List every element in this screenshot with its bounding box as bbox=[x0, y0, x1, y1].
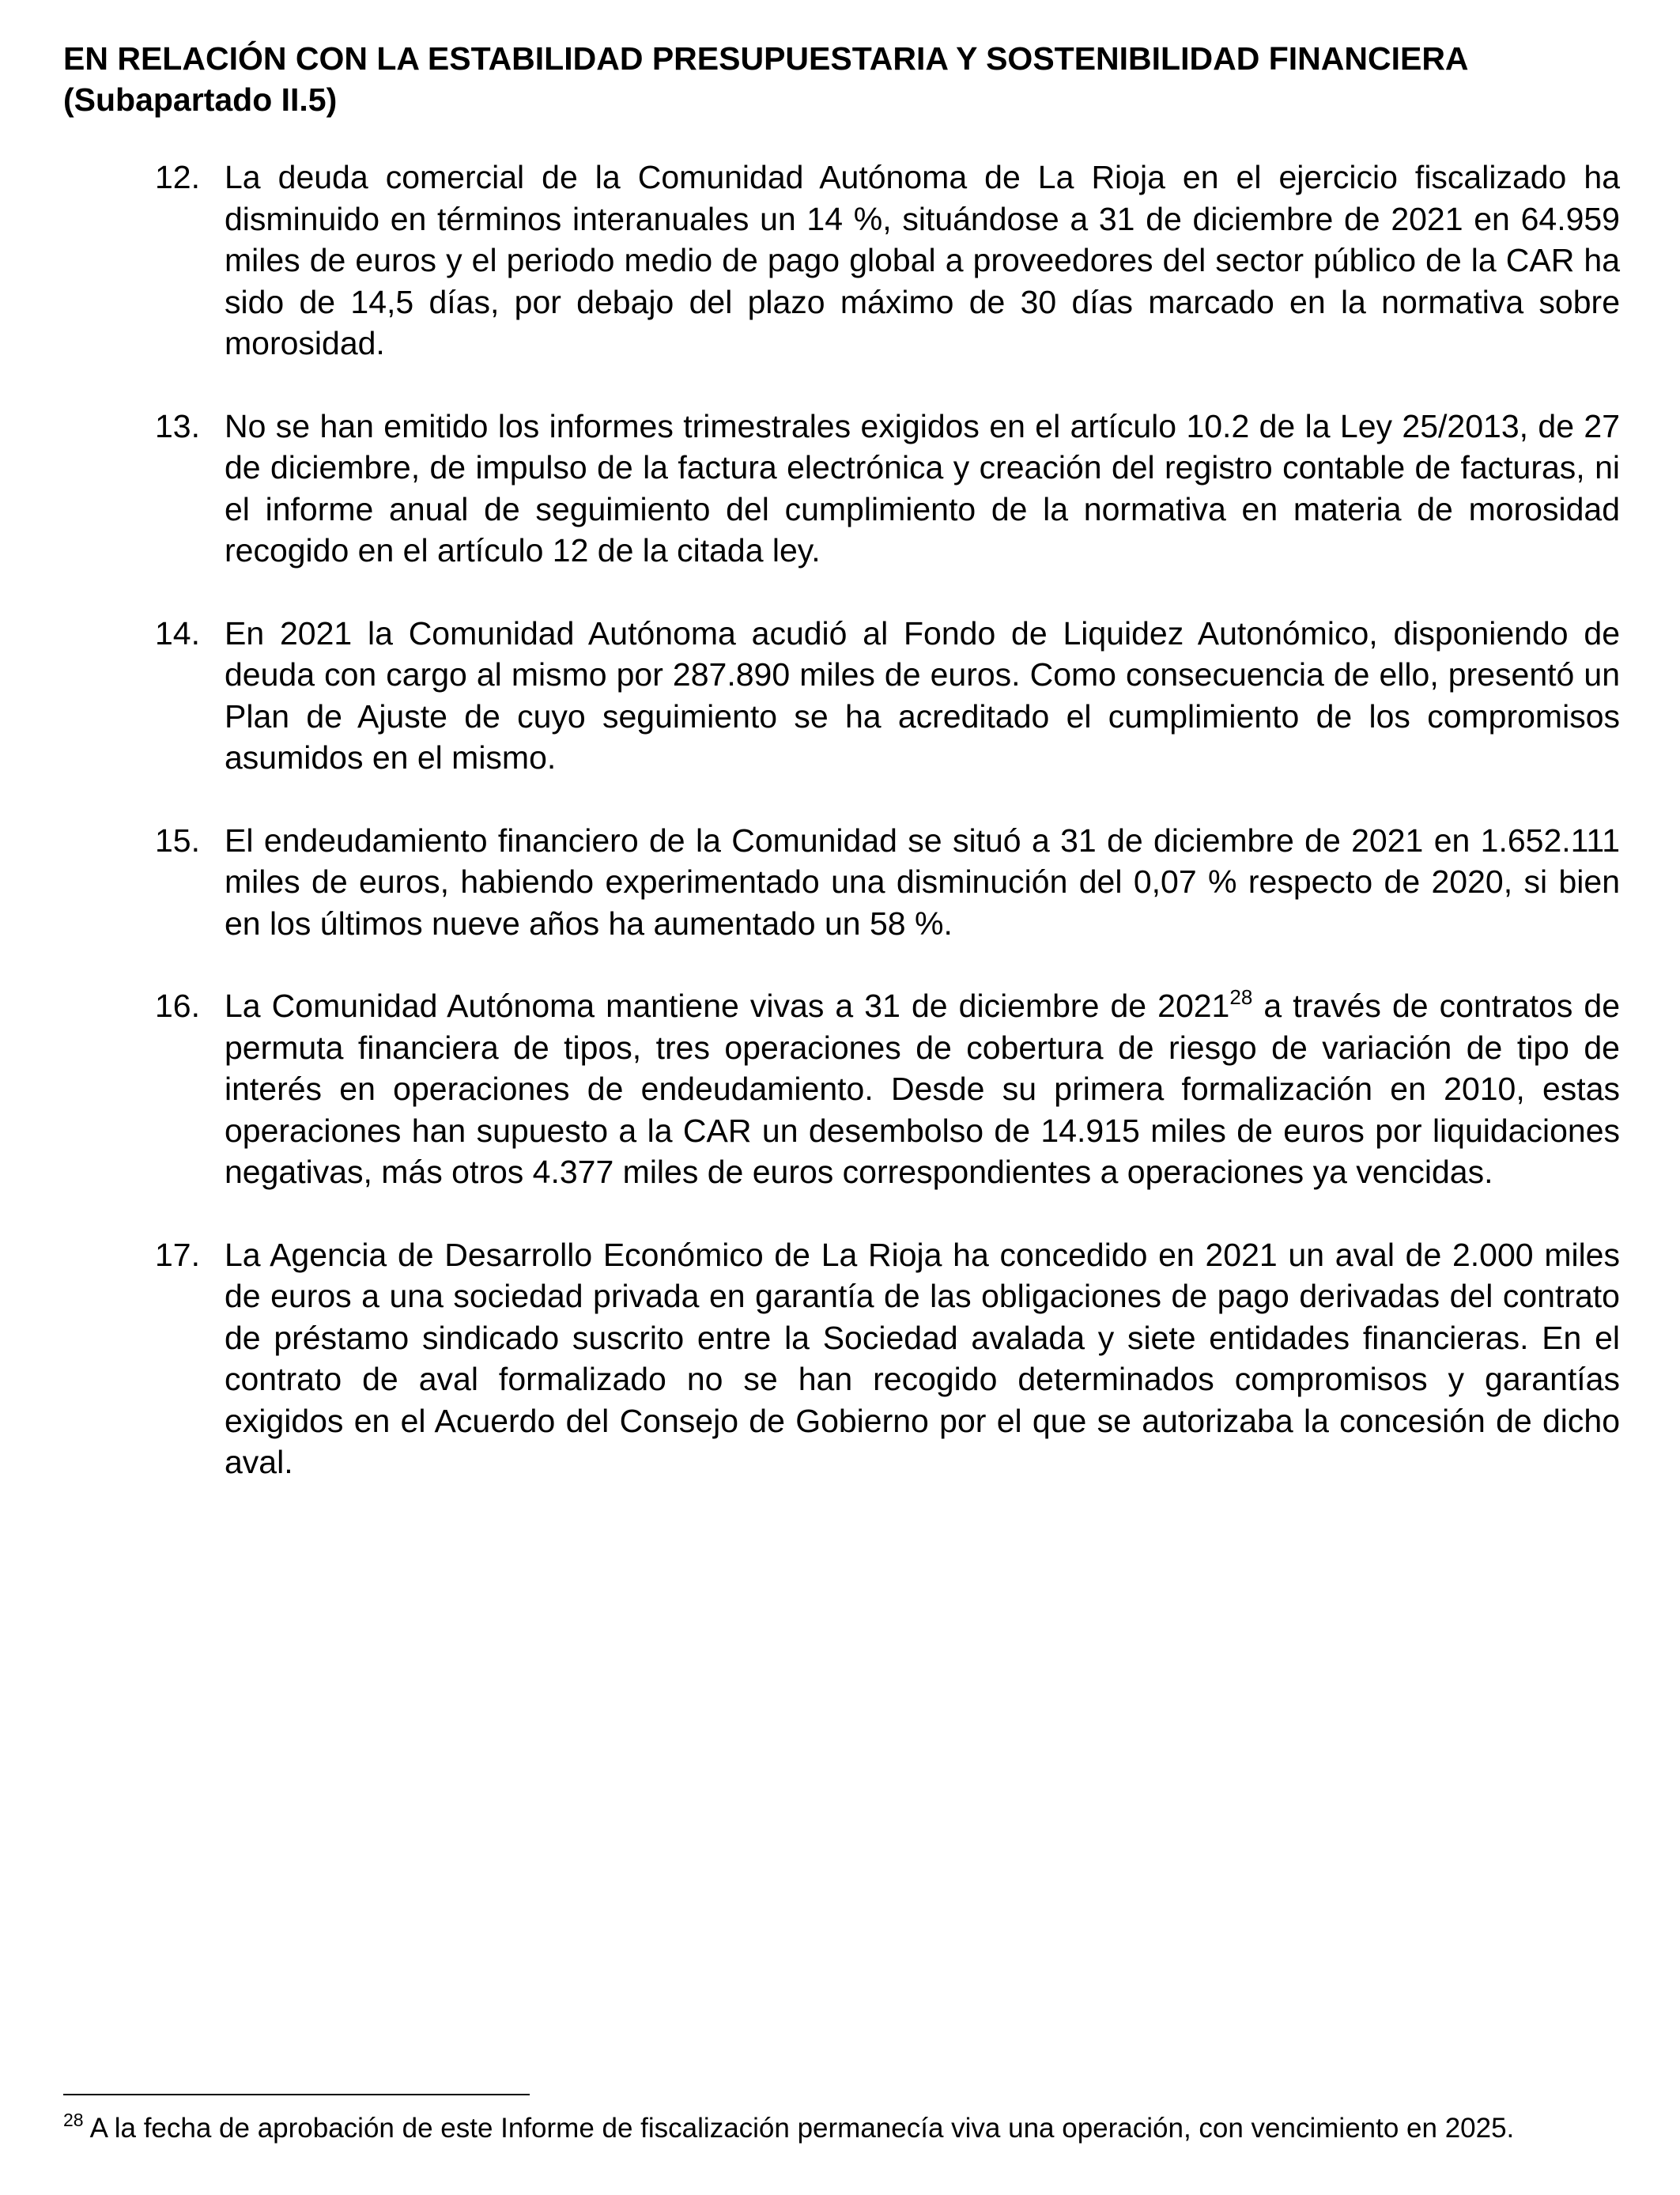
finding-item-14 bbox=[0, 613, 1680, 779]
finding-item-12 bbox=[0, 157, 1680, 365]
finding-item-15 bbox=[0, 820, 1680, 945]
finding-number: 17. bbox=[155, 1236, 200, 1273]
finding-text: La Agencia de Desarrollo Económico de La Rioja ha concedido en 2021 un aval de 2.000 miles de euros a una sociedad privada en garantía de las obligaciones de pago derivadas del contrato de préstamo sindicado suscrito entre la Sociedad avalada y siete entidades financieras. En el contrato de aval formalizado no se han recogido determinados compromisos y garantías exigidos en el Acuerdo del Consejo de Gobierno por el que se autorizaba la concesión de dicho aval. bbox=[225, 1236, 1620, 1480]
finding-item-13 bbox=[0, 406, 1680, 572]
finding-number: 14. bbox=[155, 614, 200, 652]
finding-text-part: a través de contratos de permuta financiera de tipos, tres operaciones de cobertura de riesgo de variación de tipo de interés en operaciones de endeudamiento. Desde su primera formalización en 2010, estas operaciones han supuesto a la CAR un desembolso de 14.915 miles de euros por liquidaciones negativas, más otros 4.377 miles de euros correspondientes a operaciones ya vencidas. bbox=[225, 988, 1620, 1190]
finding-text bbox=[225, 985, 1620, 1193]
finding-number: 12. bbox=[155, 159, 200, 195]
section-heading-subtitle: (Subapartado II.5) bbox=[63, 81, 338, 118]
footnote bbox=[63, 2111, 1644, 2146]
section-heading bbox=[63, 38, 1637, 120]
finding-number: 13. bbox=[155, 407, 200, 444]
finding-text: En 2021 la Comunidad Autónoma acudió al Fondo de Liquidez Autonómico, disponiendo de deuda con cargo al mismo por 287.890 miles de euros. Como consecuencia de ello, presentó un Plan de Ajuste de cuyo seguimiento se ha acreditado el cumplimiento de los compromisos asumidos en el mismo. bbox=[225, 614, 1620, 776]
finding-text: No se han emitido los informes trimestrales exigidos en el artículo 10.2 de la Ley 25/2013, de 27 de diciembre, de impulso de la factura electrónica y creación del registro contable de facturas, ni el informe anual de seguimiento del cumplimiento de la normativa en materia de morosidad recogido en el artículo 12 de la citada ley. bbox=[225, 407, 1620, 569]
finding-text-part: La Comunidad Autónoma mantiene vivas a 31 de diciembre de 2021 bbox=[225, 988, 1230, 1024]
finding-number: 15. bbox=[155, 822, 200, 859]
finding-number: 16. bbox=[155, 988, 200, 1024]
footnote-text: A la fecha de aprobación de este Informe de fiscalización permanecía viva una operación, con vencimiento en 2025. bbox=[89, 2113, 1515, 2144]
finding-text: El endeudamiento financiero de la Comunidad se situó a 31 de diciembre de 2021 en 1.652.111 miles de euros, habiendo experimentado una disminución del 0,07 % respecto de 2020, si bien en los últimos nueve años ha aumentado un 58 %. bbox=[225, 822, 1620, 942]
findings-list bbox=[0, 157, 1680, 1524]
finding-item-17 bbox=[0, 1234, 1680, 1483]
footnote-reference[interactable]: 28 bbox=[1229, 985, 1253, 1009]
finding-item-16 bbox=[0, 985, 1680, 1193]
finding-text: La deuda comercial de la Comunidad Autónoma de La Rioja en el ejercicio fiscalizado ha disminuido en términos interanuales un 14 %, situándose a 31 de diciembre de 2021 en 64.959 miles de euros y el periodo medio de pago global a proveedores del sector público de la CAR ha sido de 14,5 días, por debajo del plazo máximo de 30 días marcado en la normativa sobre morosidad. bbox=[225, 159, 1620, 361]
footnote-number: 28 bbox=[63, 2110, 84, 2130]
footnote-divider bbox=[63, 2094, 530, 2095]
section-heading-title: EN RELACIÓN CON LA ESTABILIDAD PRESUPUESTARIA Y SOSTENIBILIDAD FINANCIERA bbox=[63, 40, 1469, 77]
